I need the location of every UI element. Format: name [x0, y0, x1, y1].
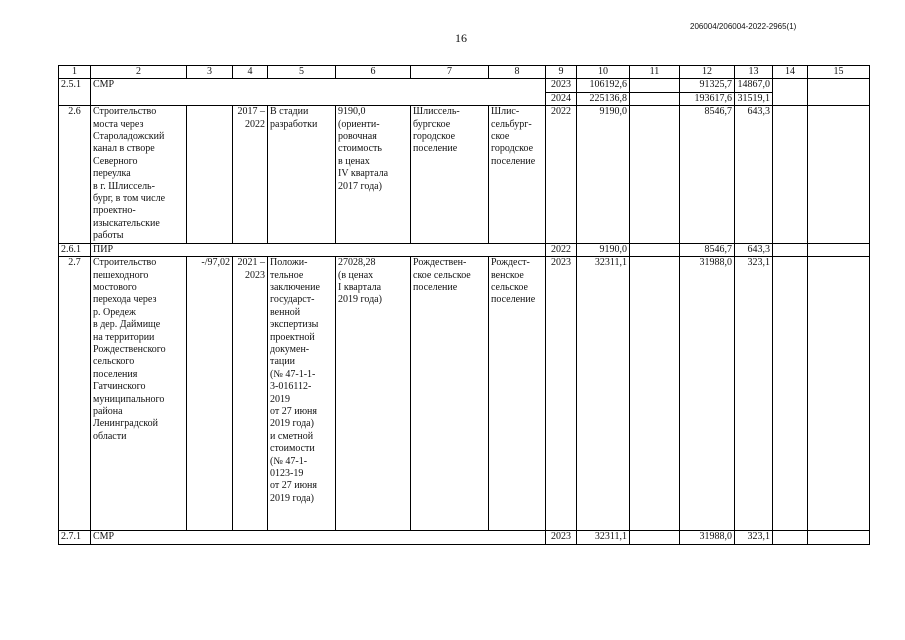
text-line: стоимость [338, 143, 382, 155]
text-line: (№ 47-1- [270, 455, 308, 467]
col-header: 11 [630, 66, 680, 79]
text-line: ровочная [338, 131, 377, 143]
text-line: Ленинградской [93, 418, 158, 430]
row-number: 2.7.1 [59, 531, 91, 544]
text-line: р. Оредеж [93, 306, 136, 318]
text-line: 9190,0 [338, 106, 366, 118]
value-cell: 323,1 [735, 531, 773, 544]
col-header: 8 [489, 66, 546, 79]
col-header: 14 [773, 66, 808, 79]
table-row [59, 257, 870, 531]
year-cell: 2023 [546, 79, 577, 92]
text-line: 0123-19 [270, 468, 304, 479]
year-cell: 2022 [546, 106, 577, 243]
table-row [59, 79, 870, 92]
empty-cell [808, 79, 870, 106]
text-line: Положи- [270, 257, 308, 269]
text-line: в дер. Даймище [93, 319, 161, 331]
total-cell: 32311,1 [577, 257, 630, 531]
text-line: в г. Шлиссель- [93, 180, 155, 192]
col-header: 4 [233, 66, 268, 79]
table-row [59, 243, 870, 256]
text-line: Рождествен- [413, 257, 467, 269]
text-line: сельское [491, 281, 528, 293]
col-header: 15 [808, 66, 870, 79]
value-cell: 8546,7 [680, 106, 735, 243]
row-number: 2.6.1 [59, 243, 91, 256]
page-number: 16 [455, 31, 467, 45]
status-cell [268, 257, 336, 531]
text-line: 2019 года) [270, 418, 314, 430]
text-line: в ценах [338, 155, 370, 167]
text-line: поселение [413, 281, 458, 293]
value-cell: 643,3 [735, 243, 773, 256]
text-line: ское [491, 131, 510, 143]
empty-cell [773, 106, 808, 243]
text-line: работы [93, 230, 124, 242]
year-cell: 2023 [546, 257, 577, 531]
text-line: сельбург- [491, 118, 532, 130]
investment-table [58, 65, 870, 545]
text-line: разработки [270, 118, 318, 130]
empty-cell [808, 106, 870, 243]
year-cell: 2024 [546, 92, 577, 105]
document-id: 206004/206004-2022-2965(1) [690, 22, 797, 31]
text-line: (в ценах [338, 269, 374, 281]
total-cell: 106192,6 [577, 79, 630, 92]
object-name-cell [91, 257, 187, 531]
total-cell: 225136,8 [577, 92, 630, 105]
text-line: 2017 года) [338, 180, 382, 192]
cost-cell [336, 257, 411, 531]
total-cell: 9190,0 [577, 106, 630, 243]
text-line: мостового [93, 281, 137, 293]
col-header: 13 [735, 66, 773, 79]
col-header: 9 [546, 66, 577, 79]
text-line: переулка [93, 168, 131, 180]
text-line: изыскательские [93, 217, 160, 229]
row-number: 2.6 [59, 106, 91, 243]
customer-cell [411, 106, 489, 243]
text-line: области [93, 430, 127, 442]
empty-cell [630, 92, 680, 105]
period-cell [233, 257, 268, 531]
text-line: государст- [270, 294, 315, 306]
year-cell: 2023 [546, 531, 577, 544]
row-number: 2.5.1 [59, 79, 91, 106]
text-line: венское [491, 269, 524, 281]
text-line: докумен- [270, 343, 310, 355]
text-line: Шлиссель- [413, 106, 460, 118]
empty-cell [630, 79, 680, 92]
empty-cell [187, 106, 233, 243]
text-line: Шлис- [491, 106, 520, 118]
object-name-cell [91, 106, 187, 243]
empty-cell [773, 79, 808, 106]
text-line: на территории [93, 331, 155, 343]
text-line: городское [413, 131, 456, 143]
row-label: ПИР [91, 243, 546, 256]
text-line: Строительство [93, 106, 157, 118]
empty-cell [808, 243, 870, 256]
text-line: Северного [93, 155, 138, 167]
year-cell: 2022 [546, 243, 577, 256]
col-header: 1 [59, 66, 91, 79]
value-cell: 193617,6 [680, 92, 735, 105]
text-line: 27028,28 [338, 257, 376, 269]
text-line: поселение [491, 155, 536, 167]
text-line: экспертизы [270, 319, 319, 331]
period-cell [233, 106, 268, 243]
text-line: 3-016112- [270, 381, 312, 393]
cost-cell [336, 106, 411, 243]
empty-cell [630, 243, 680, 256]
text-line: Староладожский [93, 131, 165, 143]
text-line: стоимости [270, 443, 315, 455]
value-cell: 31519,1 [735, 92, 773, 105]
col-header: 2 [91, 66, 187, 79]
text-line: 2019 [270, 393, 290, 405]
total-cell: 9190,0 [577, 243, 630, 256]
text-line: В стадии [270, 106, 309, 118]
col-header: 10 [577, 66, 630, 79]
owner-cell [489, 106, 546, 243]
text-line: 2022 [245, 118, 265, 130]
row-number: 2.7 [59, 257, 91, 531]
text-line: 2019 года) [338, 294, 382, 306]
text-line: (ориенти- [338, 118, 380, 130]
col-header: 6 [336, 66, 411, 79]
text-line: 2023 [245, 269, 265, 281]
empty-cell [808, 257, 870, 531]
text-line: Рождест- [491, 257, 530, 269]
empty-cell [630, 106, 680, 243]
value-cell: 643,3 [735, 106, 773, 243]
text-line: тации [270, 356, 295, 368]
empty-cell [773, 257, 808, 531]
empty-cell [630, 257, 680, 531]
value-cell: 31988,0 [680, 531, 735, 544]
text-line: бургское [413, 118, 451, 130]
col-header: 7 [411, 66, 489, 79]
text-line: городское [491, 143, 534, 155]
text-line: от 27 июня [270, 480, 318, 492]
empty-cell [773, 531, 808, 544]
col-header: 3 [187, 66, 233, 79]
empty-cell [773, 243, 808, 256]
text-line: I квартала [338, 281, 382, 293]
value-cell: 91325,7 [680, 79, 735, 92]
owner-cell [489, 257, 546, 531]
text-line: бург, в том числе [93, 193, 166, 205]
text-line: канал в створе [93, 143, 155, 155]
text-line: заключение [270, 281, 320, 293]
text-line: проектно- [93, 205, 136, 217]
text-line: 2019 года) [270, 492, 314, 504]
table-row [59, 106, 870, 243]
text-line: проектной [270, 331, 315, 343]
text-line: ское сельское [413, 269, 471, 281]
text-line: Рождественского [93, 343, 166, 355]
row-label: СМР [91, 79, 546, 106]
empty-cell [808, 531, 870, 544]
text-line: и сметной [270, 430, 314, 442]
text-line: от 27 июня [270, 405, 318, 417]
text-line: венной [270, 306, 301, 318]
value-cell: 8546,7 [680, 243, 735, 256]
text-line: тельное [270, 269, 304, 281]
text-line: сельского [93, 356, 135, 368]
text-line: поселение [413, 143, 458, 155]
customer-cell [411, 257, 489, 531]
col-header: 12 [680, 66, 735, 79]
text-line: поселение [491, 294, 536, 306]
text-line: поселения [93, 368, 138, 380]
text-line: моста через [93, 118, 144, 130]
text-line: пешеходного [93, 269, 149, 281]
text-line: Строительство [93, 257, 157, 269]
value-cell: -/97,02 [187, 257, 233, 531]
status-cell [268, 106, 336, 243]
value-cell: 14867,0 [735, 79, 773, 92]
value-cell: 31988,0 [680, 257, 735, 531]
row-label: СМР [91, 531, 546, 544]
table-row [59, 531, 870, 544]
text-line: 2017 – [237, 106, 265, 118]
text-line: 2021 – [237, 257, 265, 269]
empty-cell [630, 531, 680, 544]
text-line: района [93, 405, 123, 417]
text-line: муниципального [93, 393, 165, 405]
value-cell: 323,1 [735, 257, 773, 531]
text-line: IV квартала [338, 168, 389, 180]
col-header: 5 [268, 66, 336, 79]
text-line: Гатчинского [93, 381, 146, 393]
total-cell: 32311,1 [577, 531, 630, 544]
column-number-row [59, 66, 870, 79]
text-line: перехода через [93, 294, 157, 306]
text-line: (№ 47-1-1- [270, 368, 316, 380]
